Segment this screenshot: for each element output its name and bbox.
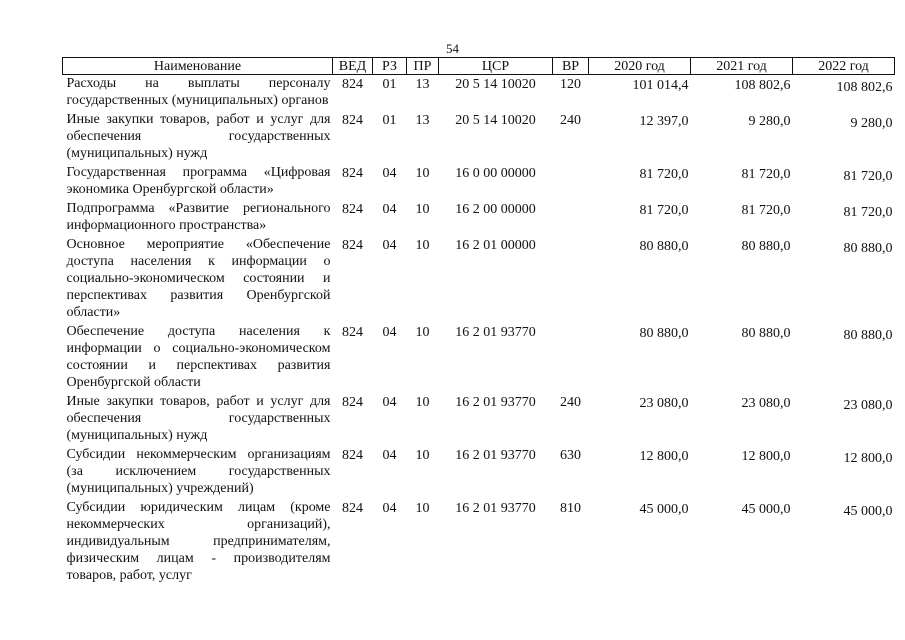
row-rz: 04: [382, 202, 397, 217]
row-vr: 240: [560, 395, 581, 410]
table-body: [63, 75, 895, 587]
row-name: Обеспечение доступа населения к информации о социально-экономическом состоянии и перспективах развития Оренбургской области: [66, 324, 331, 390]
row-ved: 824: [342, 238, 363, 253]
row-2020: 12 397,0: [639, 114, 689, 129]
header-rz: РЗ: [373, 58, 407, 75]
row-rz: 01: [382, 77, 397, 92]
row-2022: 80 880,0: [843, 328, 893, 343]
row-pr: 10: [415, 448, 430, 463]
row-ved: 824: [342, 448, 363, 463]
row-2022: 81 720,0: [843, 205, 893, 220]
row-rz: 01: [382, 113, 397, 128]
row-csr: 16 0 00 00000: [455, 166, 536, 181]
row-rz: 04: [382, 501, 397, 516]
row-vr: 120: [560, 77, 581, 92]
row-pr: 10: [415, 501, 430, 516]
row-name: Иные закупки товаров, работ и услуг для обеспечения государственных (муниципальных) нужд: [66, 394, 331, 443]
row-csr: 20 5 14 10020: [455, 113, 536, 128]
row-vr: [553, 323, 589, 393]
row-2022: 81 720,0: [843, 169, 893, 184]
header-2022: 2022 год: [793, 58, 895, 75]
row-ved: 824: [342, 77, 363, 92]
row-2022: 45 000,0: [843, 504, 893, 519]
row-rz: 04: [382, 448, 397, 463]
table-row: [63, 111, 895, 164]
row-csr: 16 2 01 93770: [455, 325, 536, 340]
row-2021: 45 000,0: [741, 502, 791, 517]
row-name: Расходы на выплаты персоналу государственных (муниципальных) органов: [66, 76, 331, 108]
row-2020: 23 080,0: [639, 396, 689, 411]
row-2021: 81 720,0: [741, 203, 791, 218]
header-name: Наименование: [63, 58, 333, 75]
row-2022: 108 802,6: [836, 80, 893, 95]
row-name: Иные закупки товаров, работ и услуг для обеспечения государственных (муниципальных) нужд: [66, 112, 331, 161]
table-header: [63, 58, 895, 75]
row-ved: 824: [342, 325, 363, 340]
row-2022: 12 800,0: [843, 451, 893, 466]
row-2022: 80 880,0: [843, 241, 893, 256]
row-vr: 240: [560, 113, 581, 128]
header-2020: 2020 год: [589, 58, 691, 75]
row-2020: 80 880,0: [639, 326, 689, 341]
row-ved: 824: [342, 501, 363, 516]
row-2021: 80 880,0: [741, 326, 791, 341]
row-2021: 81 720,0: [741, 167, 791, 182]
row-rz: 04: [382, 166, 397, 181]
row-csr: 16 2 01 00000: [455, 238, 536, 253]
row-name: Субсидии некоммерческим организациям (за исключением государственных (муниципальных) учреждений): [66, 447, 331, 496]
row-vr: [553, 236, 589, 323]
row-pr: 10: [415, 325, 430, 340]
row-csr: 20 5 14 10020: [455, 77, 536, 92]
row-vr: [553, 164, 589, 200]
row-2020: 81 720,0: [639, 167, 689, 182]
row-pr: 13: [415, 113, 430, 128]
row-pr: 10: [415, 202, 430, 217]
row-ved: 824: [342, 113, 363, 128]
row-name: Субсидии юридическим лицам (кроме некоммерческих организаций), индивидуальным предпринимателям, физическим лицам - производителям товаров, работ, услуг: [66, 500, 331, 583]
row-2021: 12 800,0: [741, 449, 791, 464]
row-name: Подпрограмма «Развитие регионального информационного пространства»: [66, 201, 331, 233]
row-name: Основное мероприятие «Обеспечение доступа населения к информации о социально-экономическом состоянии и перспективах развития Оренбургской области»: [66, 237, 331, 320]
row-ved: 824: [342, 202, 363, 217]
row-csr: 16 2 01 93770: [455, 395, 536, 410]
table-row: [63, 200, 895, 236]
row-pr: 13: [415, 77, 430, 92]
table-row: [63, 393, 895, 446]
row-2022: 23 080,0: [843, 398, 893, 413]
row-2020: 80 880,0: [639, 239, 689, 254]
row-vr: 810: [560, 501, 581, 516]
header-pr: ПР: [407, 58, 439, 75]
table-row: [63, 323, 895, 393]
row-2021: 80 880,0: [741, 239, 791, 254]
header-csr: ЦСР: [439, 58, 553, 75]
row-csr: 16 2 00 00000: [455, 202, 536, 217]
row-vr: 630: [560, 448, 581, 463]
row-name: Государственная программа «Цифровая экономика Оренбургской области»: [66, 165, 331, 197]
table-row: [63, 164, 895, 200]
row-rz: 04: [382, 395, 397, 410]
table-row: [63, 499, 895, 586]
row-2020: 45 000,0: [639, 502, 689, 517]
row-vr: [553, 200, 589, 236]
row-2021: 108 802,6: [734, 78, 791, 93]
page-number: 54: [446, 41, 459, 56]
header-2021: 2021 год: [691, 58, 793, 75]
row-rz: 04: [382, 238, 397, 253]
row-csr: 16 2 01 93770: [455, 448, 536, 463]
row-2021: 23 080,0: [741, 396, 791, 411]
row-2020: 81 720,0: [639, 203, 689, 218]
table-row: [63, 236, 895, 323]
row-rz: 04: [382, 325, 397, 340]
row-ved: 824: [342, 395, 363, 410]
budget-table: [62, 57, 895, 586]
row-csr: 16 2 01 93770: [455, 501, 536, 516]
row-2021: 9 280,0: [748, 114, 791, 129]
row-ved: 824: [342, 166, 363, 181]
table-row: [63, 75, 895, 112]
row-2022: 9 280,0: [850, 116, 893, 131]
row-2020: 101 014,4: [632, 78, 689, 93]
row-pr: 10: [415, 395, 430, 410]
table-row: [63, 446, 895, 499]
row-pr: 10: [415, 238, 430, 253]
row-pr: 10: [415, 166, 430, 181]
header-vr: ВР: [553, 58, 589, 75]
row-2020: 12 800,0: [639, 449, 689, 464]
header-ved: ВЕД: [333, 58, 373, 75]
